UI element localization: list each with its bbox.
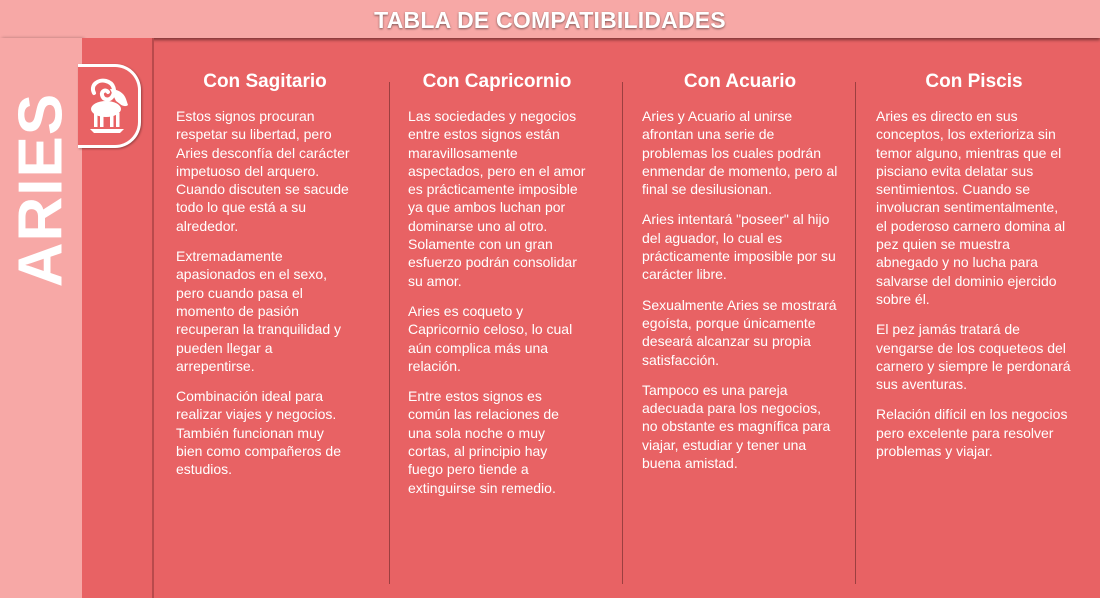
column-title: Con Piscis [925,71,1023,92]
ram-icon [84,75,132,135]
column-title: Con Capricornio [422,71,572,92]
column-paragraph: Relación difícil en los negocios pero excelente para resolver problemas y viajar. [876,406,1068,460]
column-divider [855,82,856,584]
top-banner [0,0,1100,38]
column-divider [622,82,623,584]
column-sagitario [176,71,354,491]
column-paragraph: El pez jamás tratará de vengarse de los coqueteos del carnero y siempre le perdonará sus aventuras. [876,321,1071,393]
column-paragraph: Aries es directo en sus conceptos, los exterioriza sin temor alguno, mientras que el pisciano evita delatar sus sentimientos. Cuando se involucran sentimentalmente, el poderoso carnero domina al pez quien se muestra abnegado y no lucha para salvarse del dominio ejercido sobre él. [876,108,1066,307]
column-title: Con Sagitario [203,71,327,92]
column-paragraph: Aries y Acuario al unirse afrontan una serie de problemas los cuales podrán enmendar de momento, pero al final se desilusionan. [642,108,838,198]
column-acuario [642,71,838,484]
column-paragraph: Entre estos signos es común las relaciones de una sola noche o muy cortas, al principio hay fuego pero tiende a extinguirse sin remedio. [408,388,559,496]
page-title: TABLA DE COMPATIBILIDADES [374,7,726,33]
column-piscis [876,71,1072,472]
gutter-divider [152,38,154,598]
sign-badge [78,64,141,148]
sign-sidebar [0,38,82,598]
sign-name: ARIES [6,92,76,288]
column-paragraph: Combinación ideal para realizar viajes y negocios. También funcionan muy bien como compañeros de estudios. [176,388,341,478]
column-paragraph: Extremadamente apasionados en el sexo, pero cuando pasa el momento de pasión recuperan la tranquilidad y pueden llegar a arrepentirse. [176,248,341,374]
column-title: Con Acuario [683,71,797,92]
column-paragraph: Sexualmente Aries se mostrará egoísta, porque únicamente deseará alcanzar su propia satisfacción. [642,296,837,368]
column-paragraph: Las sociedades y negocios entre estos signos están maravillosamente aspectados, pero en el amor es prácticamente imposible ya que ambos luchan por dominarse uno al otro. Solamente con un gran esfuerzo podrán consolidar su amor. [408,108,586,289]
column-paragraph: Estos signos procuran respetar su libertad, pero Aries desconfía del carácter impetuoso del arquero. Cuando discuten se sacude todo lo que está a su alrededor. [176,108,350,234]
column-paragraph: Aries intentará "poseer" al hijo del aguador, lo cual es prácticamente imposible por su carácter libre. [642,211,836,283]
column-capricornio [408,71,586,509]
column-divider [389,82,390,584]
column-paragraph: Aries es coqueto y Capricornio celoso, lo cual aún complica más una relación. [408,302,573,374]
column-paragraph: Tampoco es una pareja adecuada para los negocios, no obstante es magnífica para viajar, estudiar y tener una buena amistad. [642,381,831,472]
